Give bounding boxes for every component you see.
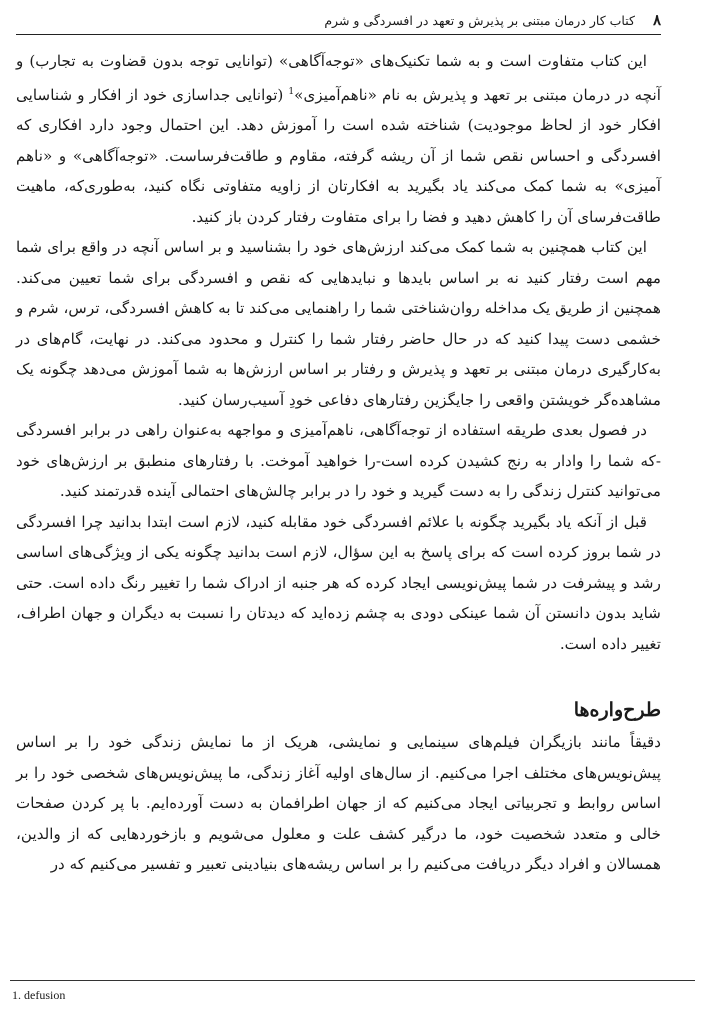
- paragraph-1: [16, 46, 661, 232]
- page-number: ۸: [652, 11, 661, 29]
- section-heading: طرح‌واره‌ها: [573, 699, 661, 722]
- paragraph-4: قبل از آنکه یاد بگیرید چگونه با علائم افسردگی خود مقابله کنید، لازم است ابتدا بدانید چرا افسردگی در شما بروز کرده است که برای پاسخ به این سؤال، لازم است بدانید چگونه یکی از ویژگی‌های اساسی رشد و پیشرفت در شما پیش‌نویسی ایجاد کرده که هر جنبه از ادراک شما را تغییر رنگ داده است. حتی شاید بدون دانستن آن شما عینکی دودی به چشم زده‌اید که دیدتان را نسبت به دیگران و جهان اطراف، تغییر داده است.: [16, 512, 661, 653]
- page-header: [16, 8, 661, 32]
- footnote-marker: 1: [288, 86, 295, 97]
- body-text: [16, 46, 661, 880]
- paragraph-1-part-2: (توانایی جداسازی خود از افکار و شناسایی افکار خود از لحاظ موجودیت) شناخته شده است را آموزش دهد. این احتمال وجود دارد افکاری که افسردگی و احساس نقص شما از آن ریشه گرفته، مقاوم و طاقت‌فرساست. «توجه‌آگاهی» و «ناهم آمیزی» به شما کمک می‌کند یاد بگیرید به افکارتان از زاویه متفاوتی نگاه کنید، به‌طوری‌که، ماهیت طاقت‌فرسای آن را کاهش دهید و فضا را برای متفاوت رفتار کردن باز کنید.: [16, 85, 661, 226]
- running-title: کتاب کار درمان مبتنی بر پذیرش و تعهد در افسردگی و شرم: [324, 12, 635, 28]
- footnote: 1. defusion: [12, 988, 66, 1002]
- header-divider: [16, 34, 661, 35]
- paragraph-3: در فصول بعدی طریقه استفاده از توجه‌آگاهی، ناهم‌آمیزی و مواجهه به‌عنوان راهی در برابر افسردگی -که شما را وادار به رنج کشیدن کرده است-را خواهید آموخت. با رفتارهای منطبق بر ارزش‌های خود می‌توانید کنترل زندگی را به دست گیرید و خود را در برابر چالش‌های احتمالی آینده قدرتمند کنید.: [16, 421, 661, 501]
- paragraph-1-part-1: این کتاب متفاوت است و به شما تکنیک‌های «توجه‌آگاهی» (توانایی توجه بدون قضاوت به تجارب) و آنچه در درمان مبتنی بر تعهد و پذیرش به نام «ناهم‌آمیزی»: [16, 52, 661, 104]
- section-paragraph: دقیقاً مانند بازیگران فیلم‌های سینمایی و نمایشی، هریک از ما نمایش زندگی خود را بر اساس پیش‌نویس‌های مختلف اجرا می‌کنیم. از سال‌های اولیه آغاز زندگی، ما پیش‌نویس‌های شخصی خود را بر اساس روابط و تجربیاتی ایجاد می‌کنیم که از جهان اطرافمان به دست آورده‌ایم. با پر کردن صفحات خالی و متعدد شخصیت خود، ما درگیر کشف علت و معلول می‌شویم و بازخوردهایی که از والدین، همسالان و افراد دیگر دریافت می‌کنیم را بر اساس ریشه‌های بنیادینی تعبیر و تفسیر می‌کنیم که در: [16, 733, 661, 874]
- paragraph-2: این کتاب همچنین به شما کمک می‌کند ارزش‌های خود را بشناسید و بر اساس آنچه در واقع برای شما مهم است رفتار کنید نه بر اساس بایدها و نبایدهایی که نقص و افسردگی برای شما تعیین می‌کند. همچنین از طریق یک مداخله روان‌شناختی شما را راهنمایی می‌کند تا به کاهش افسردگی، ترس، شرم و خشمی دست پیدا کنید که در حال حاضر رفتار شما را کنترل و محدود می‌کند. در نهایت، گام‌های در به‌کارگیری درمان مبتنی بر تعهد و پذیرش و رفتار بر اساس ارزش‌ها به شما آموزش می‌دهد چگونه یک مشاهده‌گر خویشتن واقعی را جایگزین رفتارهای دفاعی خودِ آسیب‌رسان کنید.: [16, 238, 661, 409]
- footnote-divider: [10, 980, 695, 981]
